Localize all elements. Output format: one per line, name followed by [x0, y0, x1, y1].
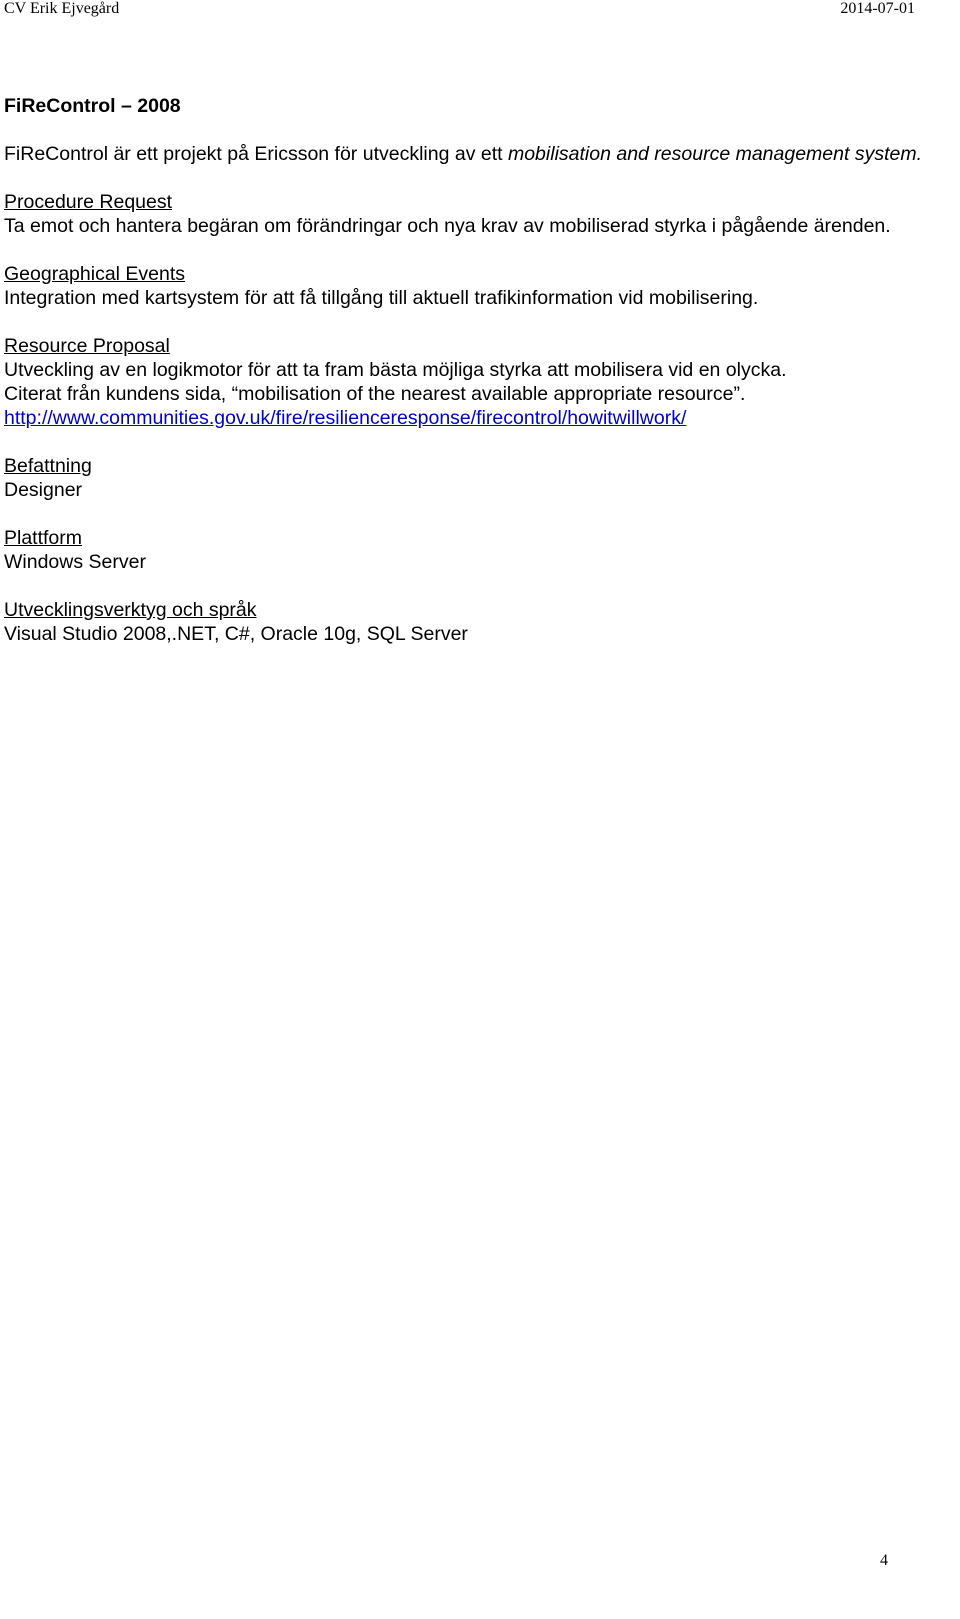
- feature-procedure-request: [4, 190, 944, 238]
- feature-geographical-events: [4, 262, 944, 310]
- detail-value: Designer: [4, 479, 83, 501]
- detail-label: Utvecklingsverktyg och språk: [4, 599, 257, 621]
- feature-description: Integration med kartsystem för att få tillgång till aktuell trafikinformation vid mobilisering.: [4, 287, 759, 309]
- detail-label: Befattning: [4, 455, 92, 477]
- detail-tools: [4, 598, 944, 646]
- page-number: 4: [880, 1552, 888, 1569]
- page-header: [0, 0, 960, 20]
- feature-description: Utveckling av en logikmotor för att ta fram bästa möjliga styrka att mobilisera vid en olycka.: [4, 359, 787, 381]
- detail-value: Windows Server: [4, 551, 146, 573]
- reference-link[interactable]: http://www.communities.gov.uk/fire/resilienceresponse/firecontrol/howitwillwork/: [4, 407, 687, 429]
- detail-position: [4, 454, 944, 502]
- feature-quote: Citerat från kundens sida, “mobilisation of the nearest available appropriate resource”.: [4, 383, 746, 405]
- intro-italic-text: mobilisation and resource management system.: [507, 143, 923, 165]
- feature-resource-proposal: [4, 334, 944, 430]
- intro-text: FiReControl är ett projekt på Ericsson för utveckling av ett: [4, 143, 508, 165]
- section-title: FiReControl – 2008: [4, 95, 181, 117]
- header-author: CV Erik Ejvegård: [4, 0, 120, 17]
- intro-paragraph: [4, 142, 944, 166]
- feature-title: Geographical Events: [4, 263, 186, 285]
- detail-platform: [4, 526, 944, 574]
- detail-label: Plattform: [4, 527, 83, 549]
- feature-title: Resource Proposal: [4, 335, 170, 357]
- feature-title: Procedure Request: [4, 191, 173, 213]
- document-body: [4, 94, 944, 646]
- feature-description: Ta emot och hantera begäran om förändringar och nya krav av mobiliserad styrka i pågående ärenden.: [4, 215, 891, 237]
- detail-value: Visual Studio 2008,.NET, C#, Oracle 10g, SQL Server: [4, 623, 468, 645]
- header-date: 2014-07-01: [840, 0, 915, 17]
